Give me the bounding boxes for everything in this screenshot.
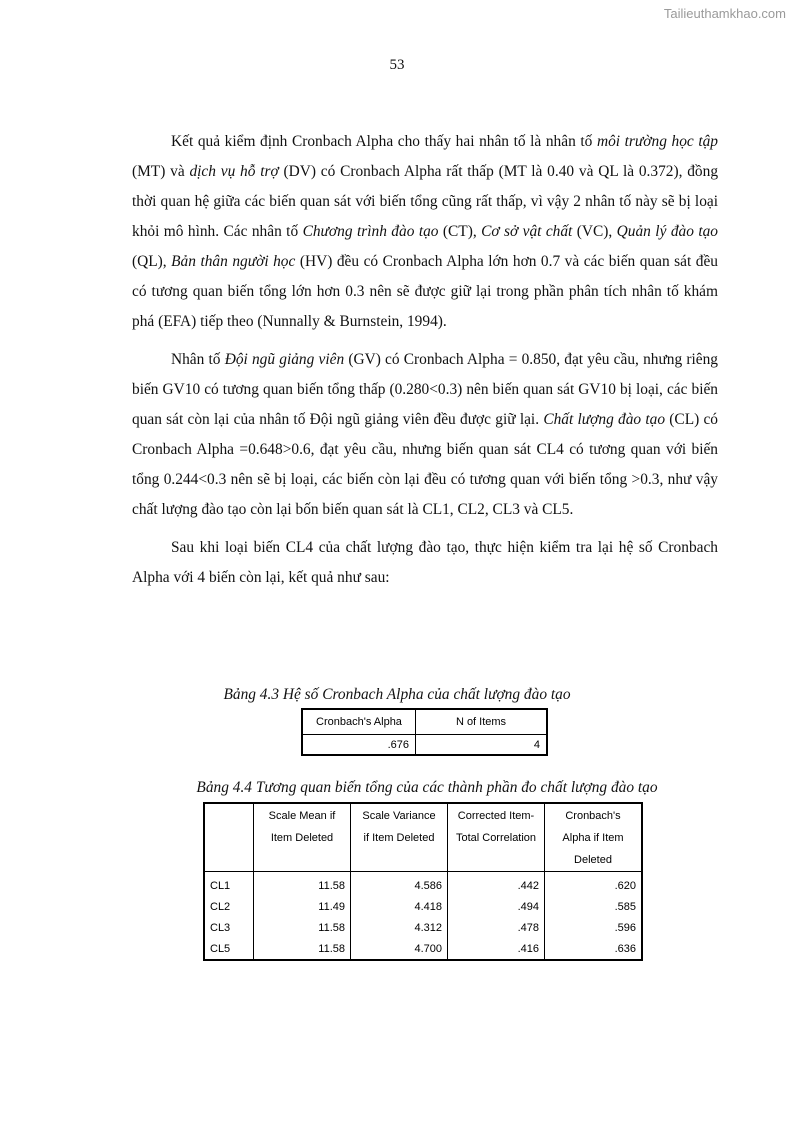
table-row [204, 917, 642, 938]
cell-corrected-correlation: .478 [448, 917, 545, 938]
cell-alpha-if-deleted: .585 [614, 900, 636, 913]
cell-scale-mean: 11.49 [254, 896, 351, 917]
cell-scale-variance: 4.700 [351, 938, 448, 960]
row-label: CL3 [204, 917, 254, 938]
table-header-row [204, 803, 642, 872]
cell-alpha-if-deleted: .596 [614, 921, 636, 934]
table-row [204, 872, 642, 897]
paragraph-2: Nhân tố Đội ngũ giảng viên (GV) có Cronbach Alpha = 0.850, đạt yêu cầu, nhưng riêng biến GV10 có tương quan biến tổng thấp (0.280<0.3) nên biến quan sát GV10 bị loại, các biến quan sát còn lại của nhân tố Đội ngũ giảng viên đều được giữ lại. Chất lượng đào tạo (CL) có Cronbach Alpha =0.648>0.6, đạt yêu cầu, nhưng biến quan sát CL4 có tương quan với biến tổng 0.244<0.3 nên sẽ bị loại, các biến còn lại đều có tương quan với biến tổng >0.3, như vậy chất lượng đào tạo còn lại bốn biến quan sát là CL1, CL2, CL3 và CL5. [132, 351, 719, 518]
header-scale-variance: Scale Variance if Item Deleted [351, 803, 448, 872]
header-alpha-if-deleted: Cronbach's Alpha if Item Deleted [545, 803, 643, 872]
table-row [204, 938, 642, 960]
paragraph-1: Kết quả kiểm định Cronbach Alpha cho thấy hai nhân tố là nhân tố môi trường học tập (MT) và dịch vụ hỗ trợ (DV) có Cronbach Alpha rất thấp (MT là 0.40 và QL là 0.372), đồng thời quan hệ giữa các biến quan sát với biến tổng cũng rất thấp, vì vậy 2 nhân tố này sẽ bị loại khỏi mô hình. Các nhân tố Chương trình đào tạo (CT), Cơ sở vật chất (VC), Quản lý đào tạo (QL), Bản thân người học (HV) đều có Cronbach Alpha lớn hơn 0.7 và các biến quan sát đều có tương quan biến tổng lớn hơn 0.3 nên sẽ được giữ lại trong phần phân tích nhân tố khám phá (EFA) tiếp theo (Nunnally & Burnstein, 1994). [132, 133, 719, 330]
body-text [132, 127, 718, 601]
row-label: CL2 [204, 896, 254, 917]
table-4-4 [203, 802, 643, 961]
cell-scale-mean: 11.58 [254, 872, 351, 897]
header-cronbach-alpha: Cronbach's Alpha [302, 709, 416, 735]
header-corrected-correlation: Corrected Item- Total Correlation [448, 803, 545, 872]
header-n-of-items: N of Items [416, 709, 548, 735]
cell-corrected-correlation: .416 [448, 938, 545, 960]
table-4-3-caption: Bảng 4.3 Hệ số Cronbach Alpha của chất lượng đào tạo [223, 686, 571, 703]
cell-alpha: .676 [302, 735, 416, 756]
page-number: 53 [389, 57, 405, 73]
cell-scale-variance: 4.586 [351, 872, 448, 897]
cell-corrected-correlation: .494 [448, 896, 545, 917]
cell-scale-variance: 4.418 [351, 896, 448, 917]
cell-corrected-correlation: .442 [448, 872, 545, 897]
table-row [204, 896, 642, 917]
row-label: CL1 [204, 872, 254, 897]
table-row [302, 735, 547, 756]
cell-scale-variance: 4.312 [351, 917, 448, 938]
paragraph-3: Sau khi loại biến CL4 của chất lượng đào tạo, thực hiện kiểm tra lại hệ số Cronbach Alpha với 4 biến còn lại, kết quả như sau: [132, 539, 718, 586]
header-scale-mean: Scale Mean if Item Deleted [254, 803, 351, 872]
cell-alpha-if-deleted: .636 [614, 942, 636, 955]
cell-alpha-if-deleted: .620 [614, 879, 636, 892]
row-label: CL5 [204, 938, 254, 960]
watermark: Tailieuthamkhao.com [663, 6, 786, 21]
cell-n-items: 4 [533, 738, 540, 751]
cell-scale-mean: 11.58 [254, 917, 351, 938]
table-4-4-caption: Bảng 4.4 Tương quan biến tổng của các thành phần đo chất lượng đào tạo [196, 779, 658, 796]
header-blank [204, 803, 254, 872]
cell-scale-mean: 11.58 [254, 938, 351, 960]
table-4-3 [301, 708, 548, 756]
table-header-row [302, 709, 547, 735]
